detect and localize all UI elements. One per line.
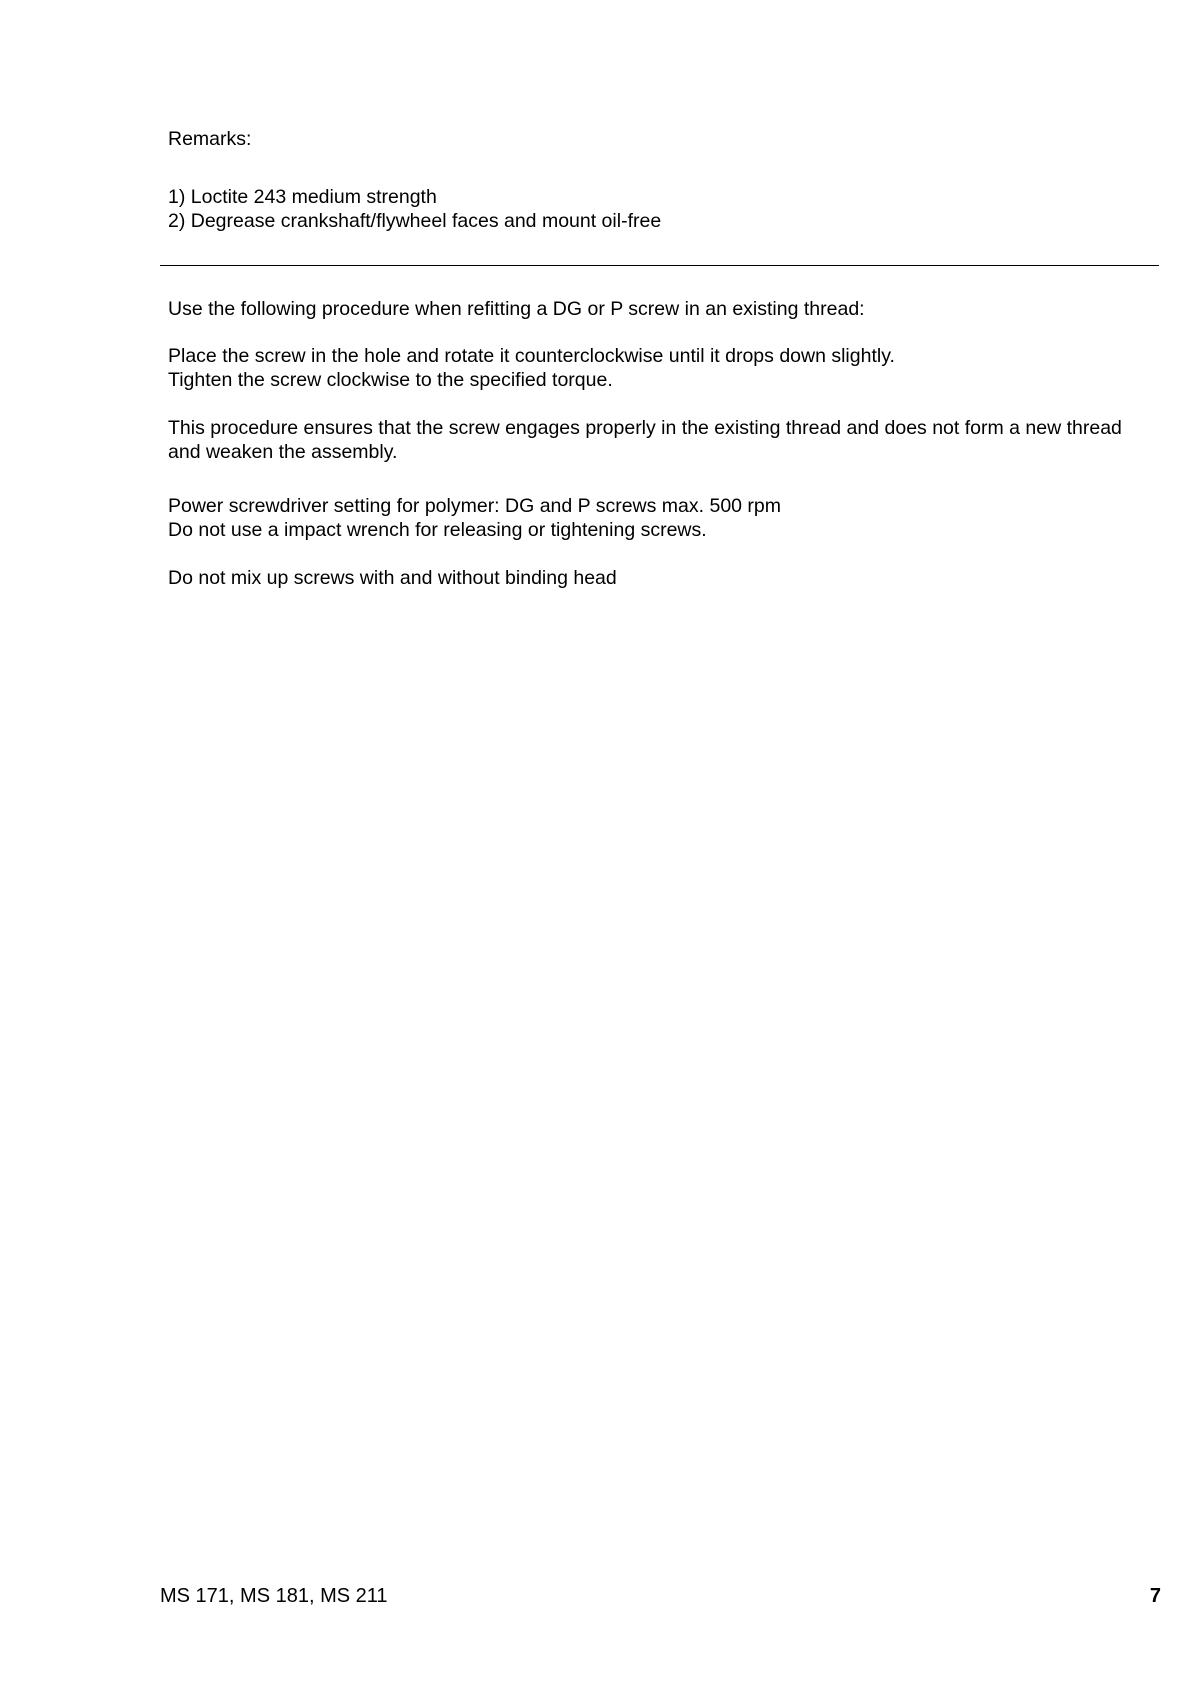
procedure-tighten-line: Tighten the screw clockwise to the specified torque. [168, 369, 613, 391]
remarks-title: Remarks: [168, 128, 252, 150]
procedure-ensure-line: This procedure ensures that the screw engages properly in the existing thread and does not form a new thread [168, 417, 1122, 439]
procedure-intro: Use the following procedure when refitting a DG or P screw in an existing thread: [168, 298, 865, 320]
page-number: 7 [1149, 1585, 1161, 1607]
power-screwdriver-setting: Power screwdriver setting for polymer: DG and P screws max. 500 rpm [168, 495, 782, 517]
procedure-place-line: Place the screw in the hole and rotate it counterclockwise until it drops down slightly. [168, 345, 895, 367]
procedure-ensure-line-continued: and weaken the assembly. [168, 441, 398, 463]
remark-item-degrease: 2) Degrease crankshaft/flywheel faces and mount oil-free [168, 210, 662, 232]
section-divider [160, 265, 1159, 266]
remark-item-loctite: 1) Loctite 243 medium strength [168, 186, 437, 208]
footer-models: MS 171, MS 181, MS 211 [160, 1585, 388, 1607]
binding-head-warning: Do not mix up screws with and without binding head [168, 567, 617, 589]
impact-wrench-warning: Do not use a impact wrench for releasing or tightening screws. [168, 519, 707, 541]
